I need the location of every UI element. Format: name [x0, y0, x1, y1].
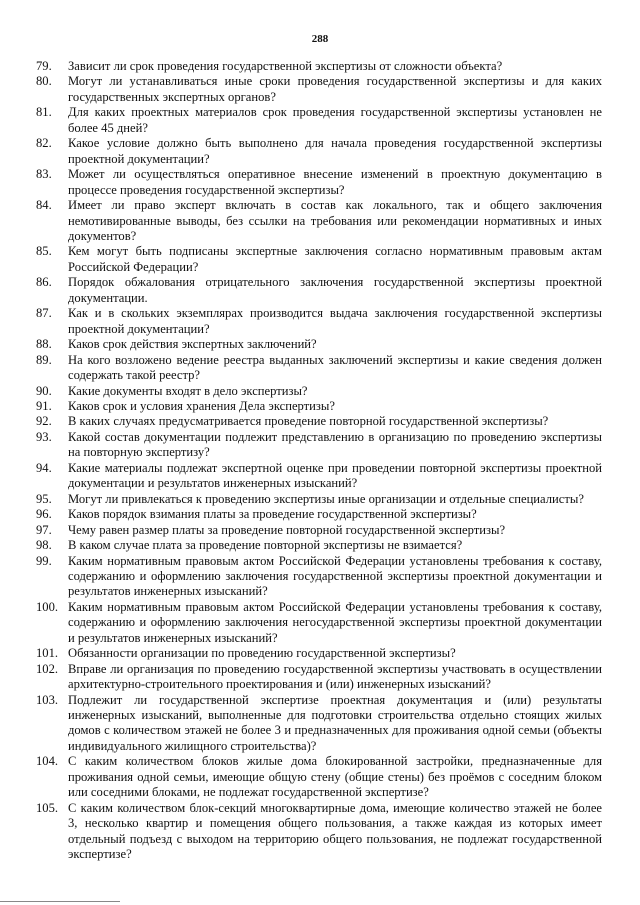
question-number: 95. — [36, 491, 52, 506]
question-item — [36, 554, 602, 600]
question-number: 79. — [36, 59, 52, 73]
question-item — [36, 74, 602, 105]
question-text: Как и в скольких экземплярах производится выдача заключения государственной экспертизы проектной документации? — [68, 306, 602, 336]
question-item — [36, 337, 602, 352]
question-number: 101. — [36, 646, 59, 661]
question-text: Какое условие должно быть выполнено для начала проведения государственной экспертизы проектной документации? — [68, 136, 602, 166]
question-text: Имеет ли право эксперт включать в состав как локального, так и общего заключения немотивированные выводы, без ссылки на требования или рекомендации нормативных и иных документов? — [68, 198, 602, 243]
question-item — [36, 693, 602, 755]
question-text: На кого возложено ведение реестра выданных заключений экспертизы и какие сведения должен содержать такой реестр? — [68, 352, 602, 383]
question-text: С каким количеством блок-секций многоквартирные дома, имеющие количество этажей не более 3, несколько квартир и помещения общего пользования, а также каждая из которых имеет отдельный подъезд с выходом на территорию общего пользования, не подлежат государственной экспертизе? — [68, 800, 602, 862]
question-text: Для каких проектных материалов срок проведения государственной экспертизы установлен не более 45 дней? — [68, 105, 602, 135]
question-item — [36, 492, 602, 507]
question-number: 92. — [36, 414, 52, 429]
page-number: 288 — [311, 33, 329, 45]
question-number: 99. — [36, 553, 52, 568]
question-number: 102. — [36, 661, 59, 676]
question-number: 89. — [36, 352, 52, 367]
question-item — [36, 754, 602, 800]
question-item — [36, 430, 602, 461]
question-item — [36, 198, 602, 244]
question-text: Подлежит ли государственной экспертизе проектная документация и (или) результаты инженерных изысканий, выполненные для подготовки строительства отдельно стоящих жилых домов с количеством этажей не более 3 и предназначенных для проживания одной семьи (объекты индивидуального жилищного строительства)? — [68, 692, 602, 753]
question-text: Какие материалы подлежат экспертной оценке при проведении повторной экспертизы проектной документации и результатов инженерных изысканий? — [68, 460, 602, 491]
question-item — [36, 167, 602, 198]
question-text: В каком случае плата за проведение повторной экспертизы не взимается? — [68, 538, 463, 553]
question-text: Каков срок действия экспертных заключений? — [68, 337, 317, 352]
question-item — [36, 306, 602, 337]
question-number: 103. — [36, 692, 59, 707]
question-item — [36, 507, 602, 522]
question-text: Зависит ли срок проведения государственной экспертизы от сложности объекта? — [68, 59, 503, 73]
question-number: 82. — [36, 136, 52, 151]
question-item — [36, 646, 602, 661]
question-number: 84. — [36, 198, 52, 213]
question-number: 86. — [36, 275, 52, 290]
question-number: 91. — [36, 398, 52, 413]
question-text: Какой состав документации подлежит представлению в организацию по проведению экспертизы на повторную экспертизу? — [68, 429, 602, 460]
question-number: 96. — [36, 507, 52, 522]
question-number: 85. — [36, 244, 52, 259]
question-item — [36, 136, 602, 167]
question-item — [36, 538, 602, 553]
question-number: 87. — [36, 306, 52, 321]
question-item — [36, 275, 602, 306]
question-text: Вправе ли организация по проведению государственной экспертизы участвовать в осуществлении архитектурно-строительного проектирования и (или) инженерных изысканий? — [68, 661, 602, 692]
question-text: Могут ли устанавливаться иные сроки проведения государственной экспертизы и для каких государственных экспертных органов? — [68, 74, 602, 104]
question-number: 81. — [36, 105, 52, 120]
question-item — [36, 353, 602, 384]
question-text: Может ли осуществляться оперативное внесение изменений в проектную документацию в процессе проведения государственной экспертизы? — [68, 167, 602, 197]
question-number: 94. — [36, 460, 52, 475]
question-list — [36, 59, 602, 863]
question-item — [36, 384, 602, 399]
question-item — [36, 105, 602, 136]
question-number: 90. — [36, 383, 52, 398]
question-item — [36, 461, 602, 492]
question-item — [36, 414, 602, 429]
question-item — [36, 399, 602, 414]
question-text: Каким нормативным правовым актом Российской Федерации установлены требования к составу, содержанию и оформлению заключения государственной экспертизы проектной документации и результатов инженерных изысканий? — [68, 553, 602, 599]
question-text: В каких случаях предусматривается проведение повторной государственной экспертизы? — [68, 414, 549, 429]
question-text: Порядок обжалования отрицательного заключения государственной экспертизы проектной документации. — [68, 275, 602, 305]
question-text: Какие документы входят в дело экспертизы? — [68, 383, 308, 398]
question-number: 93. — [36, 429, 52, 444]
question-number: 97. — [36, 522, 52, 537]
question-item — [36, 244, 602, 275]
question-number: 98. — [36, 538, 52, 553]
question-number: 104. — [36, 754, 59, 769]
question-number: 83. — [36, 167, 52, 182]
question-text: Могут ли привлекаться к проведению экспертизы иные организации и отдельные специалисты? — [68, 491, 584, 506]
question-item — [36, 801, 602, 863]
question-text: Каков срок и условия хранения Дела экспертизы? — [68, 398, 335, 413]
question-number: 105. — [36, 800, 59, 815]
question-number: 80. — [36, 74, 52, 89]
question-text: С каким количеством блоков жилые дома блокированной застройки, предназначенные для проживания одной семьи, имеющие общую стену (общие стены) без проёмов с соседним блоком или соседними блоками, не подлежат государственной экспертизе? — [68, 754, 602, 800]
question-text: Каким нормативным правовым актом Российской Федерации установлены требования к составу, содержанию и оформлению заключения негосударственной экспертизы проектной документации и результатов инженерных изысканий? — [68, 599, 602, 645]
question-text: Кем могут быть подписаны экспертные заключения согласно нормативным правовым актам Российской Федерации? — [68, 244, 602, 274]
question-number: 88. — [36, 337, 52, 352]
question-item — [36, 59, 602, 74]
question-item — [36, 523, 602, 538]
question-text: Обязанности организации по проведению государственной экспертизы? — [68, 646, 456, 661]
question-text: Каков порядок взимания платы за проведение государственной экспертизы? — [68, 507, 477, 522]
question-text: Чему равен размер платы за проведение повторной государственной экспертизы? — [68, 522, 506, 537]
question-item — [36, 600, 602, 646]
footer-rule — [0, 901, 120, 902]
question-number: 100. — [36, 599, 59, 614]
question-item — [36, 662, 602, 693]
